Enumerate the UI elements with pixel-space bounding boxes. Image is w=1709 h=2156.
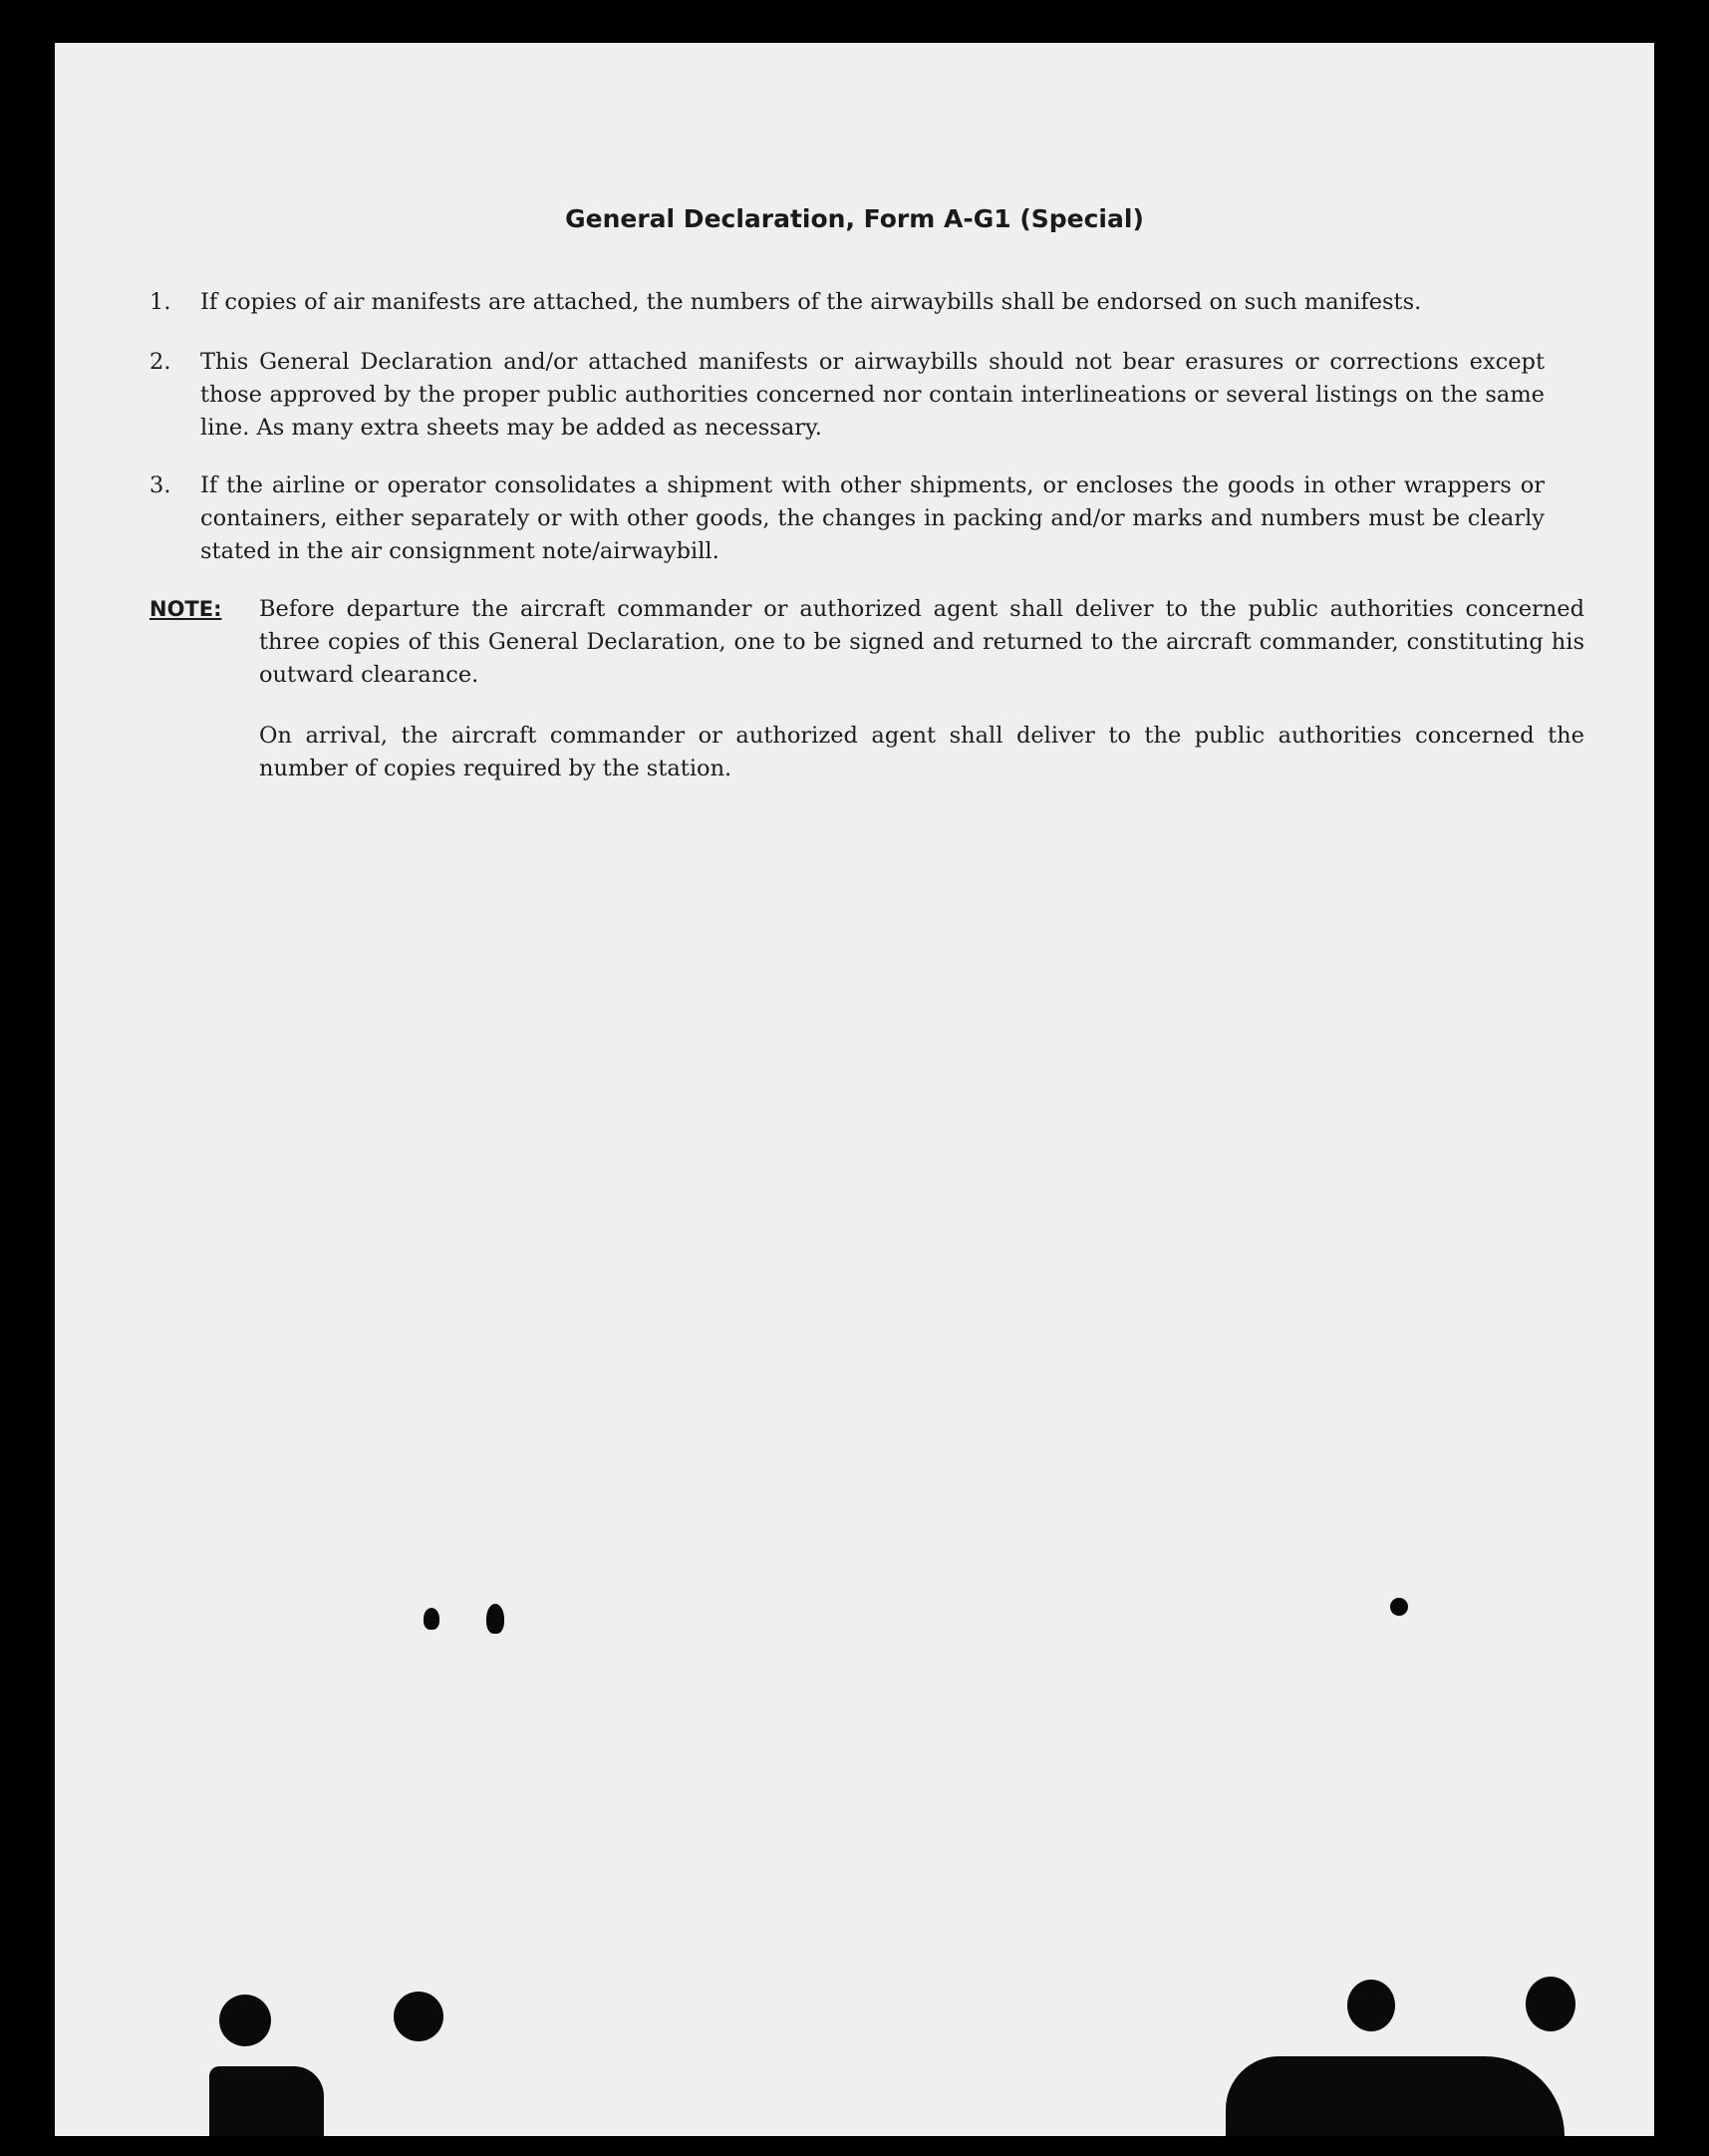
list-item-2 <box>149 346 1545 445</box>
item-text: This General Declaration and/or attached manifests or airwaybills should not bear erasures or corrections except those approved by the proper public authorities concerned nor contain interlineations or several listings on the same line. As many extra sheets may be added as necessary. <box>200 349 1545 441</box>
item-text: If copies of air manifests are attached, the numbers of the airwaybills shall be endorsed on such manifests. <box>200 289 1422 315</box>
item-number: 1. <box>149 289 171 315</box>
note-section <box>149 593 1584 813</box>
item-number: 3. <box>149 472 171 498</box>
note-paragraph-1: Before departure the aircraft commander or authorized agent shall deliver to the public authorities concerned three copies of this General Declaration, one to be signed and returned to the aircraft commander, constituting his outward clearance. <box>259 596 1584 688</box>
punch-hole <box>394 1992 443 2041</box>
item-text: If the airline or operator consolidates a shipment with other shipments, or encloses the goods in other wrappers or containers, either separately or with other goods, the changes in packing and/or marks and numbers must be clearly stated in the air consignment note/airwaybill. <box>200 472 1545 564</box>
note-label: NOTE: <box>149 597 222 621</box>
ink-mark <box>486 1604 504 1634</box>
torn-edge <box>209 2066 324 2136</box>
list-item-1 <box>149 286 1545 319</box>
list-item-3 <box>149 469 1545 568</box>
ink-mark <box>1390 1598 1408 1616</box>
torn-edge <box>1226 2056 1565 2136</box>
note-paragraph-2: On arrival, the aircraft commander or authorized agent shall deliver to the public authorities concerned the number of copies required by the station. <box>259 723 1584 781</box>
document-title: General Declaration, Form A-G1 (Special) <box>565 204 1144 233</box>
punch-hole <box>219 1995 271 2046</box>
document-page <box>55 43 1654 2136</box>
note-text <box>259 593 1584 785</box>
item-number: 2. <box>149 349 171 375</box>
punch-hole <box>1347 1980 1395 2031</box>
ink-mark <box>424 1608 439 1630</box>
punch-hole <box>1526 1977 1575 2031</box>
